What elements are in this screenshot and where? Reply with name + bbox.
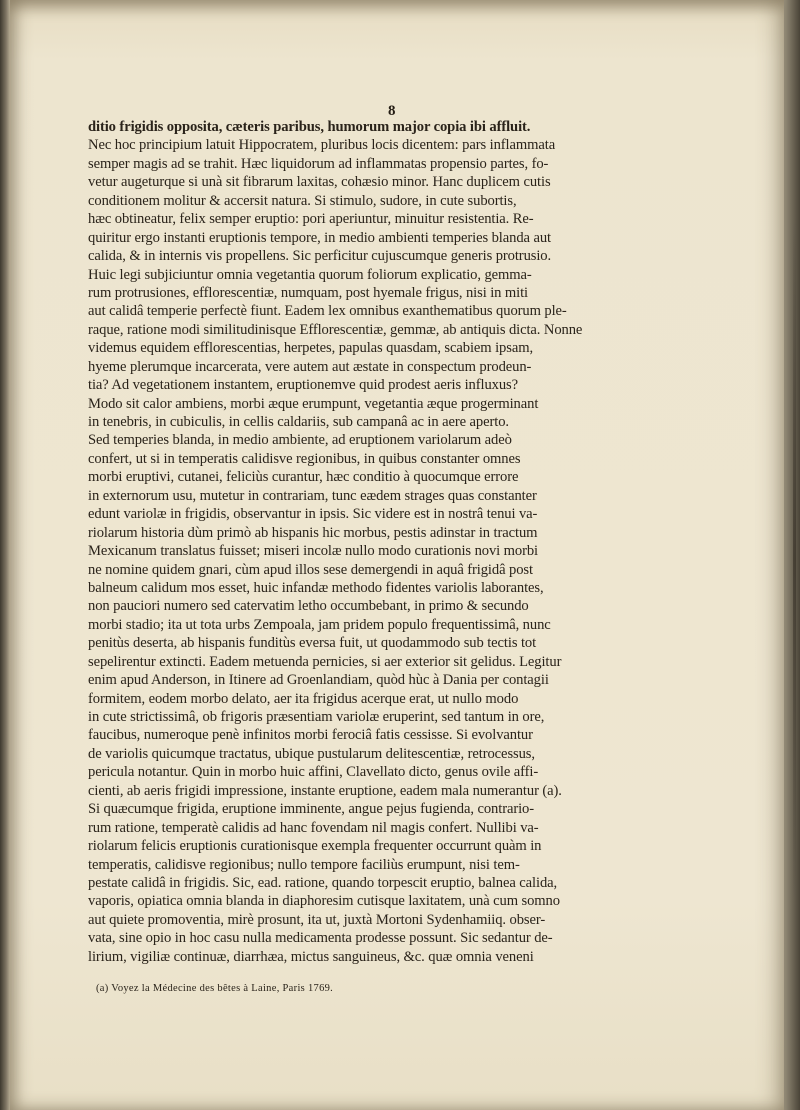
text-line: formitem, eodem morbo delato, aer ita frigidus acerque erat, ut nullo modo xyxy=(88,690,519,707)
text-line: hyeme plerumque incarcerata, vere autem aut æstate in conspectum prodeun- xyxy=(88,358,532,375)
text-line: non pauciori numero sed catervatim letho occumbebant, in primo & secundo xyxy=(88,598,529,615)
text-line: aut calidâ temperie perfectè fiunt. Eadem lex omnibus exanthematibus quorum ple- xyxy=(88,303,567,320)
text-line: sepelirentur extincti. Eadem metuenda pernicies, si aer exterior sit gelidus. Legitur xyxy=(88,653,562,670)
text-line: temperatis, calidisve regionibus; nullo tempore faciliùs erumpunt, nisi tem- xyxy=(88,856,520,873)
text-line: edunt variolæ in frigidis, observantur in ipsis. Sic videre est in nostrâ tenui va- xyxy=(88,506,538,523)
text-line: riolarum felicis eruptionis curationisque exempla frequenter occurrunt quàm in xyxy=(88,838,542,855)
text-line: faucibus, numeroque penè infinitos morbi ferociâ fatis cessisse. Si evolvantur xyxy=(88,727,533,744)
text-line: in tenebris, in cubiculis, in cellis caldariis, sub campanâ ac in aere aperto. xyxy=(88,414,509,430)
text-line: calida, & in internis vis propellens. Sic perficitur cujuscumque generis protrusio. xyxy=(88,248,552,265)
text-line: in externorum usu, mutetur in contrariam, tunc eædem strages quas constanter xyxy=(88,487,537,504)
text-line: raque, ratione modi similitudinisque Efflorescentiæ, gemmæ, ab antiquis dicta. Nonne xyxy=(88,321,583,338)
text-line: rum protrusiones, efflorescentiæ, numquam, post hyemale frigus, nisi in miti xyxy=(88,284,529,301)
text-line: morbi stadio; ita ut tota urbs Zempoala, jam pridem populo frequentissimâ, nunc xyxy=(88,616,551,633)
text-line: ditio frigidis opposita, cæteris paribus, humorum major copia ibi affluit. xyxy=(88,119,531,135)
text-line: rum ratione, temperatè calidis ad hanc fovendam nil magis confert. Nullibi va- xyxy=(88,819,539,836)
text-line: vata, sine opio in hoc casu nulla medicamenta prodesse possunt. Sic sedantur de- xyxy=(88,930,553,947)
text-line: quiritur ergo instanti eruptionis tempore, in medio ambienti temperies blanda aut xyxy=(88,229,551,246)
text-line: tia? Ad vegetationem instantem, eruptionemve quid prodest aeris influxus? xyxy=(88,377,518,394)
text-line: vetur augeturque si unà sit fibrarum laxitas, cohæsio minor. Hanc duplicem cutis xyxy=(88,174,551,191)
page-number: 8 xyxy=(388,103,396,119)
text-line: confert, ut si in temperatis calidisve regionibus, in quibus constanter omnes xyxy=(88,450,521,467)
text-line: aut quiete promoventia, mirè prosunt, ita ut, juxtà Mortoni Sydenhamiiq. obser- xyxy=(88,911,546,928)
text-line: lirium, vigiliæ continuæ, diarrhæa, mictus sanguineus, &c. quæ omnia veneni xyxy=(88,948,534,965)
text-line xyxy=(88,966,748,984)
text-line: pestate calidâ in frigidis. Sic, ead. ratione, quando torpescit eruptio, balnea calida, xyxy=(88,874,558,891)
text-line: ne nomine quidem gnari, cùm apud illos sese demergendi in aquâ frigidâ post xyxy=(88,561,533,578)
text-line: Sed temperies blanda, in medio ambiente, ad eruptionem variolarum adeò xyxy=(88,432,512,449)
text-line: enim apud Anderson, in Itinere ad Groenlandiam, quòd hùc à Dania per contagii xyxy=(88,672,549,689)
text-line: morbi eruptivi, cutanei, feliciùs curantur, hæc conditio à quocumque errore xyxy=(88,469,519,486)
text-line: de variolis quicumque tractatus, ubique pustularum delitescentiæ, retrocessus, xyxy=(88,745,535,762)
text-line: riolarum historia dùm primò ab hispanis hic morbus, pestis adinstar in tractum xyxy=(88,524,538,541)
text-line: Nec hoc principium latuit Hippocratem, pluribus locis dicentem: pars inflammata xyxy=(88,137,556,154)
text-line: Modo sit calor ambiens, morbi æque erumpunt, vegetantia æque progerminant xyxy=(88,395,539,412)
text-line: Mexicanum translatus fuisset; miseri incolæ nullo modo curationis novi morbi xyxy=(88,543,539,560)
text-line: in cute strictissimâ, ob frigoris præsentiam variolæ eruperint, sed tantum in ore, xyxy=(88,709,545,725)
footnote: (a) Voyez la Médecine des bêtes à Laine, Paris 1769. xyxy=(96,983,334,994)
page-edge-shadow xyxy=(793,220,796,900)
text-line: hæc obtineatur, felix semper eruptio: pori aperiuntur, minuitur resistentia. Re- xyxy=(88,211,534,228)
text-line: pericula notantur. Quin in morbo huic affini, Clavellato dicto, genus ovile affi- xyxy=(88,764,539,781)
text-line: Huic legi subjiciuntur omnia vegetantia quorum foliorum explicatio, gemma- xyxy=(88,266,532,283)
text-line: cienti, ab aeris frigidi impressione, instante eruptione, eadem mala numerantur (a). xyxy=(88,782,562,799)
body-text xyxy=(88,118,748,985)
text-line: balneum calidum mos esset, huic infandæ methodo fidentes variolis laborantes, xyxy=(88,579,544,596)
text-line: penitùs deserta, ab hispanis funditùs eversa fuit, ut quodammodo sub tectis tot xyxy=(88,635,537,652)
text-line: conditionem molitur & accersit natura. Si stimulo, sudore, in cute subortis, xyxy=(88,192,517,209)
text-line: vaporis, opiatica omnia blanda in diaphoresim cutisque laxitatem, unà cum somno xyxy=(88,893,560,910)
text-line: Si quæcumque frigida, eruptione imminente, angue pejus fugienda, contrario- xyxy=(88,801,534,818)
text-line: videmus equidem efflorescentias, herpetes, papulas quasdam, scabiem ipsam, xyxy=(88,340,534,357)
text-line: semper magis ad se trahit. Hæc liquidorum ad inflammatas propensio partes, fo- xyxy=(88,155,549,172)
